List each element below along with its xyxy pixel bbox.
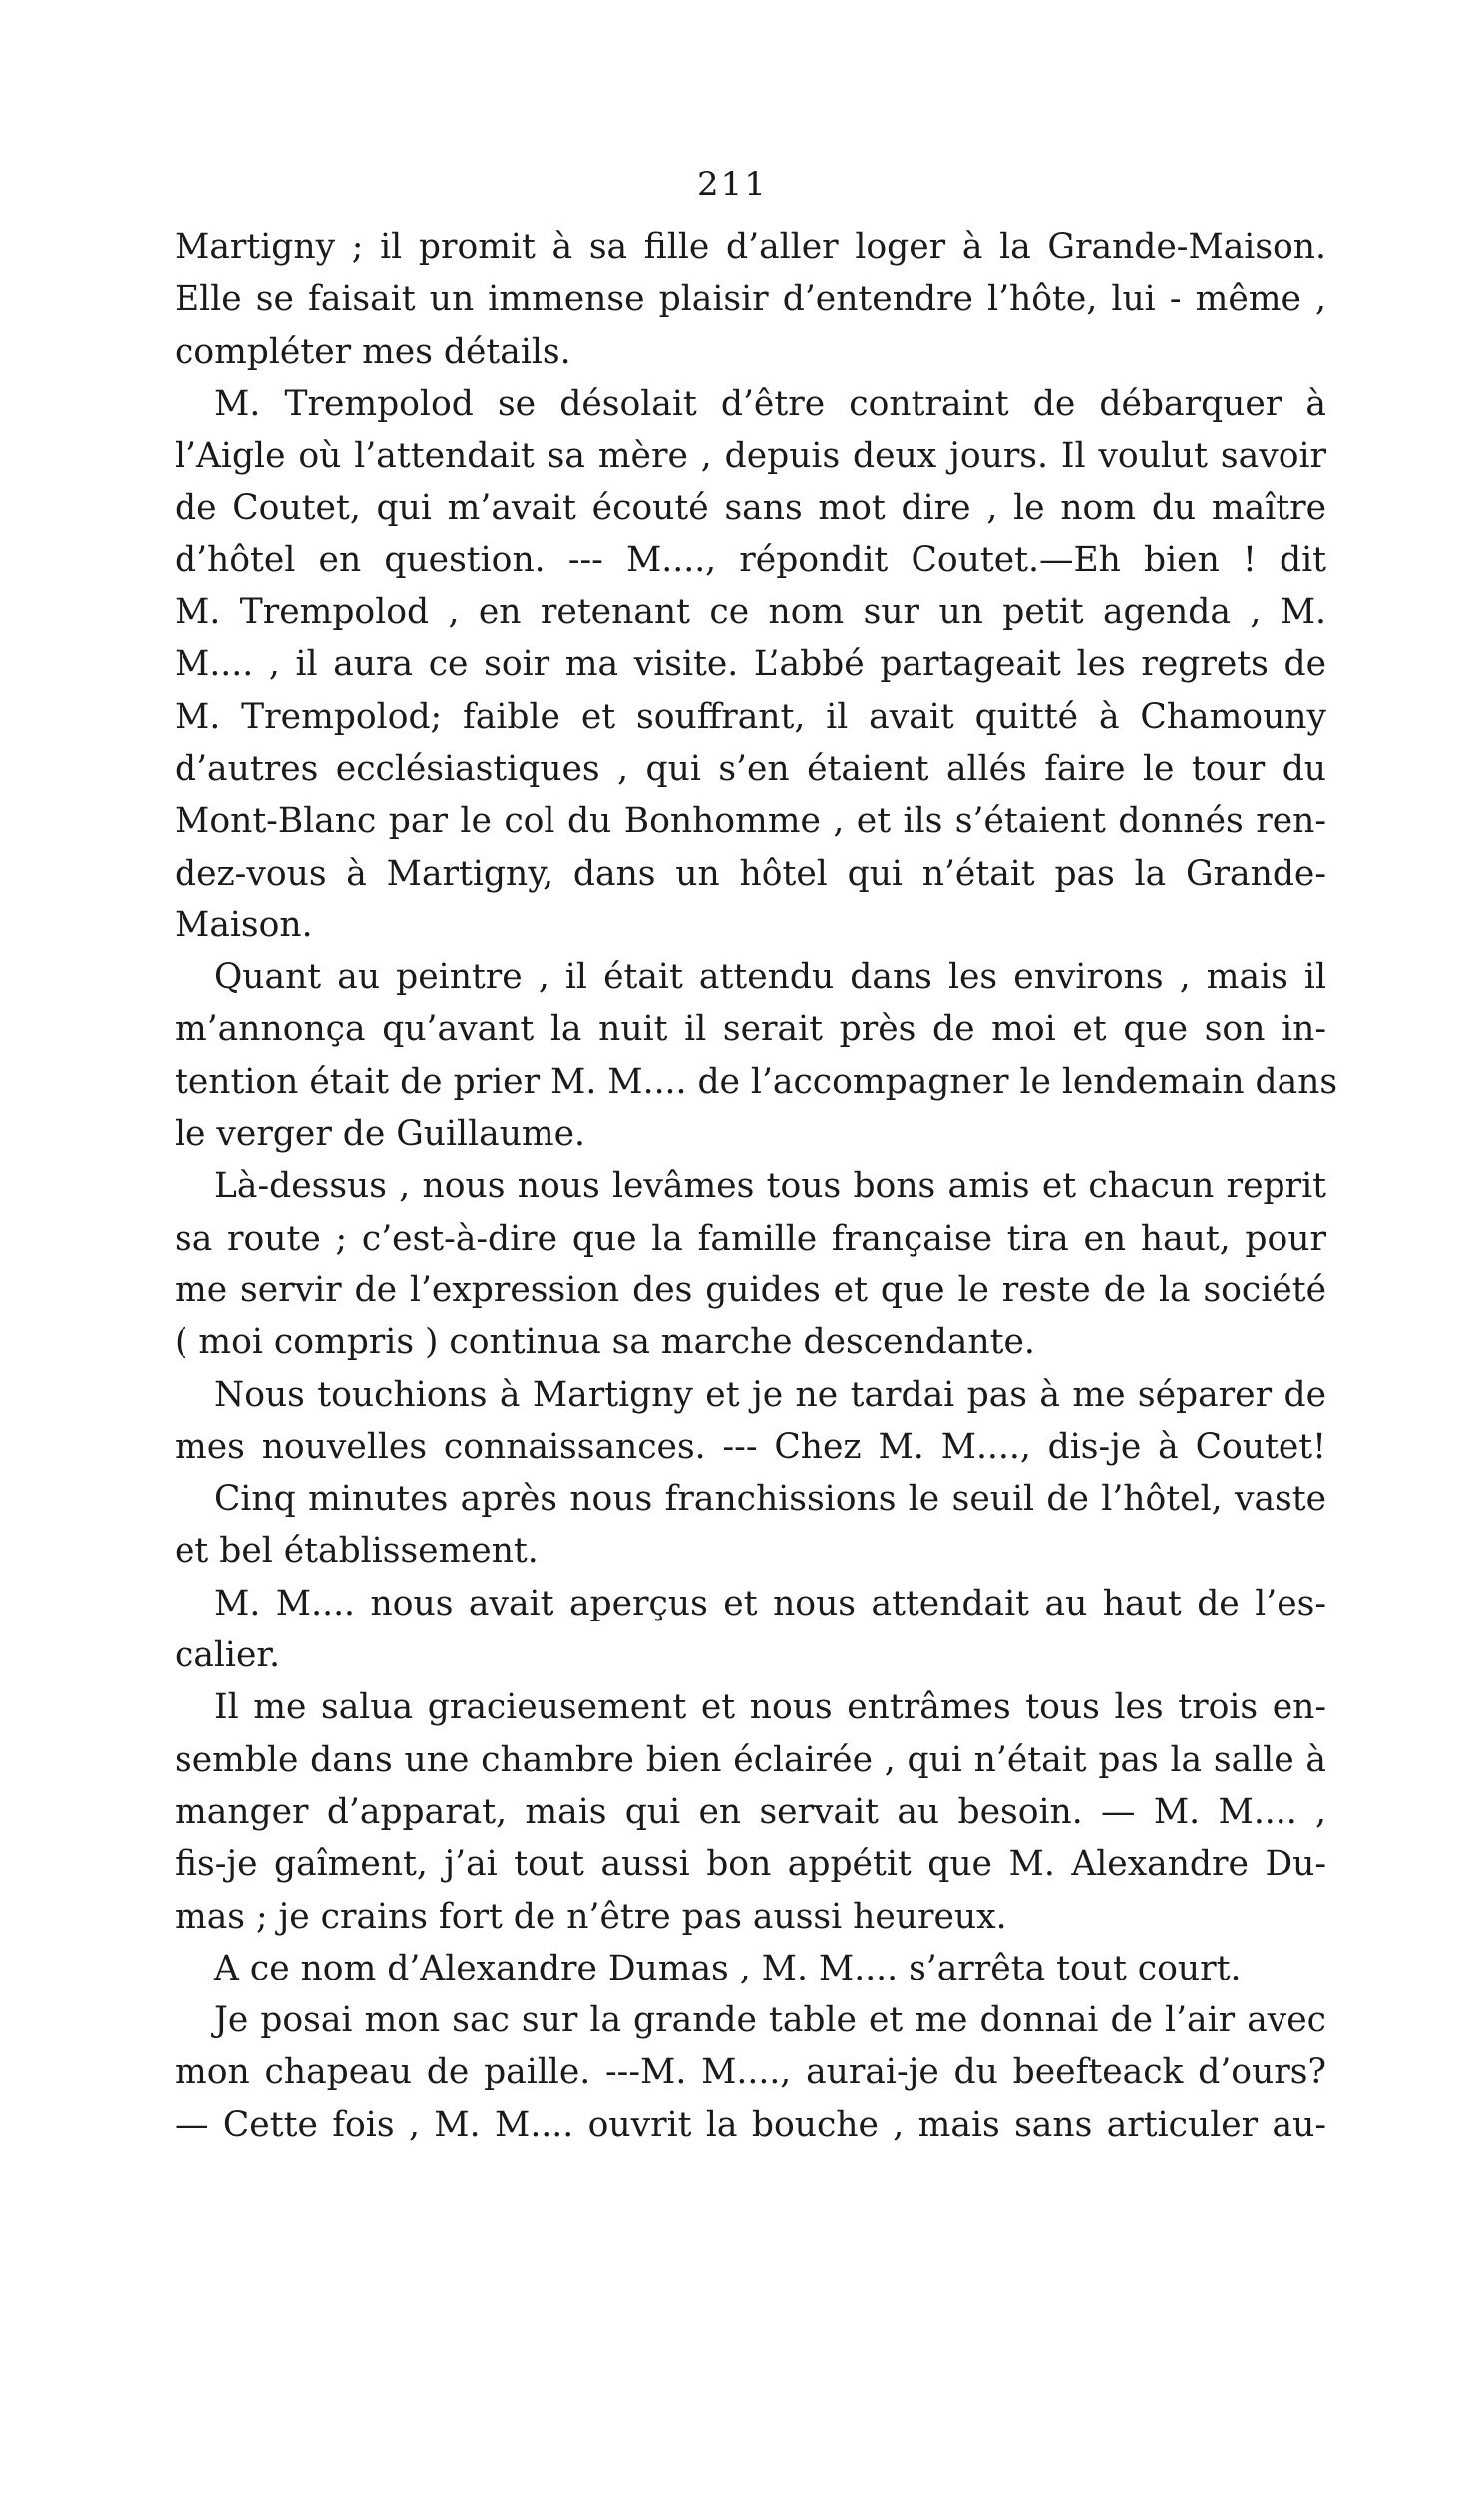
text-line: le verger de Guillaume. [175,1114,586,1155]
text-line: M. M.... nous avait aperçus et nous attendait au haut de l’es- [214,1583,1326,1623]
text-line: d’hôtel en question. --- M...., répondit Coutet.—Eh bien ! dit [175,540,1326,580]
text-line: — Cette fois , M. M.... ouvrit la bouche , mais sans articuler au- [175,2104,1326,2145]
text-line: me servir de l’expression des guides et que le reste de la société [175,1269,1326,1310]
text-line: Nous touchions à Martigny et je ne tardai pas à me séparer de [214,1374,1326,1415]
text-line: Quant au peintre , il était attendu dans les environs , mais il [214,957,1326,998]
text-line: compléter mes détails. [175,331,571,372]
text-line: Là-dessus , nous nous levâmes tous bons amis et chacun reprit [214,1166,1326,1207]
text-line: mas ; je crains fort de n’être pas aussi heureux. [175,1896,1007,1937]
text-line: fis-je gaîment, j’ai tout aussi bon appétit que M. Alexandre Du- [175,1844,1326,1885]
text-line: A ce nom d’Alexandre Dumas , M. M.... s’arrêta tout court. [214,1948,1242,1988]
text-line: Cinq minutes après nous franchissions le seuil de l’hôtel, vaste [214,1479,1326,1520]
text-line: ( moi compris ) continua sa marche descendante. [175,1322,1035,1363]
text-line: Martigny ; il promit à sa fille d’aller loger à la Grande-Maison. [175,227,1326,267]
text-line: manger d’apparat, mais qui en servait au besoin. — M. M.... , [175,1791,1326,1832]
text-line: de Coutet, qui m’avait écouté sans mot dire , le nom du maître [175,488,1326,529]
text-line: Il me salua gracieusement et nous entrâmes tous les trois en- [214,1687,1326,1728]
text-line: M.... , il aura ce soir ma visite. L’abbé partageait les regrets de [175,644,1326,685]
text-line: calier. [175,1635,281,1676]
text-line: mon chapeau de paille. ---M. M...., aurai-je du beefteack d’ours? [175,2052,1326,2093]
text-line: dez-vous à Martigny, dans un hôtel qui n’était pas la Grande- [175,853,1326,894]
text-line: M. Trempolod se désolait d’être contraint de débarquer à [214,383,1326,424]
text-line: Je posai mon sac sur la grande table et me donnai de l’air avec [214,2000,1326,2041]
body-text [175,221,1338,2151]
text-line: mes nouvelles connaissances. --- Chez M. M...., dis-je à Coutet! [175,1426,1326,1467]
text-line: et bel établissement. [175,1531,539,1572]
text-line: d’autres ecclésiastiques , qui s’en étaient allés faire le tour du [175,748,1326,789]
text-line: sa route ; c’est-à-dire que la famille française tira en haut, pour [175,1218,1326,1259]
text-line: tention était de prier M. M.... de l’accompagner le lendemain dans [175,1061,1338,1102]
page-number: 211 [697,165,768,204]
text-line: l’Aigle où l’attendait sa mère , depuis deux jours. Il voulut savoir [175,436,1326,477]
text-line: M. Trempolod; faible et souffrant, il avait quitté à Chamouny [175,696,1326,737]
text-line: Maison. [175,904,313,945]
text-line: Mont-Blanc par le col du Bonhomme , et ils s’étaient donnés ren- [175,801,1326,842]
text-line: semble dans une chambre bien éclairée , qui n’était pas la salle à [175,1739,1326,1780]
text-line: m’annonça qu’avant la nuit il serait près de moi et que son in- [175,1009,1326,1050]
text-line: M. Trempolod , en retenant ce nom sur un petit agenda , M. [175,592,1326,633]
text-line: Elle se faisait un immense plaisir d’entendre l’hôte, lui - même , [175,279,1326,320]
